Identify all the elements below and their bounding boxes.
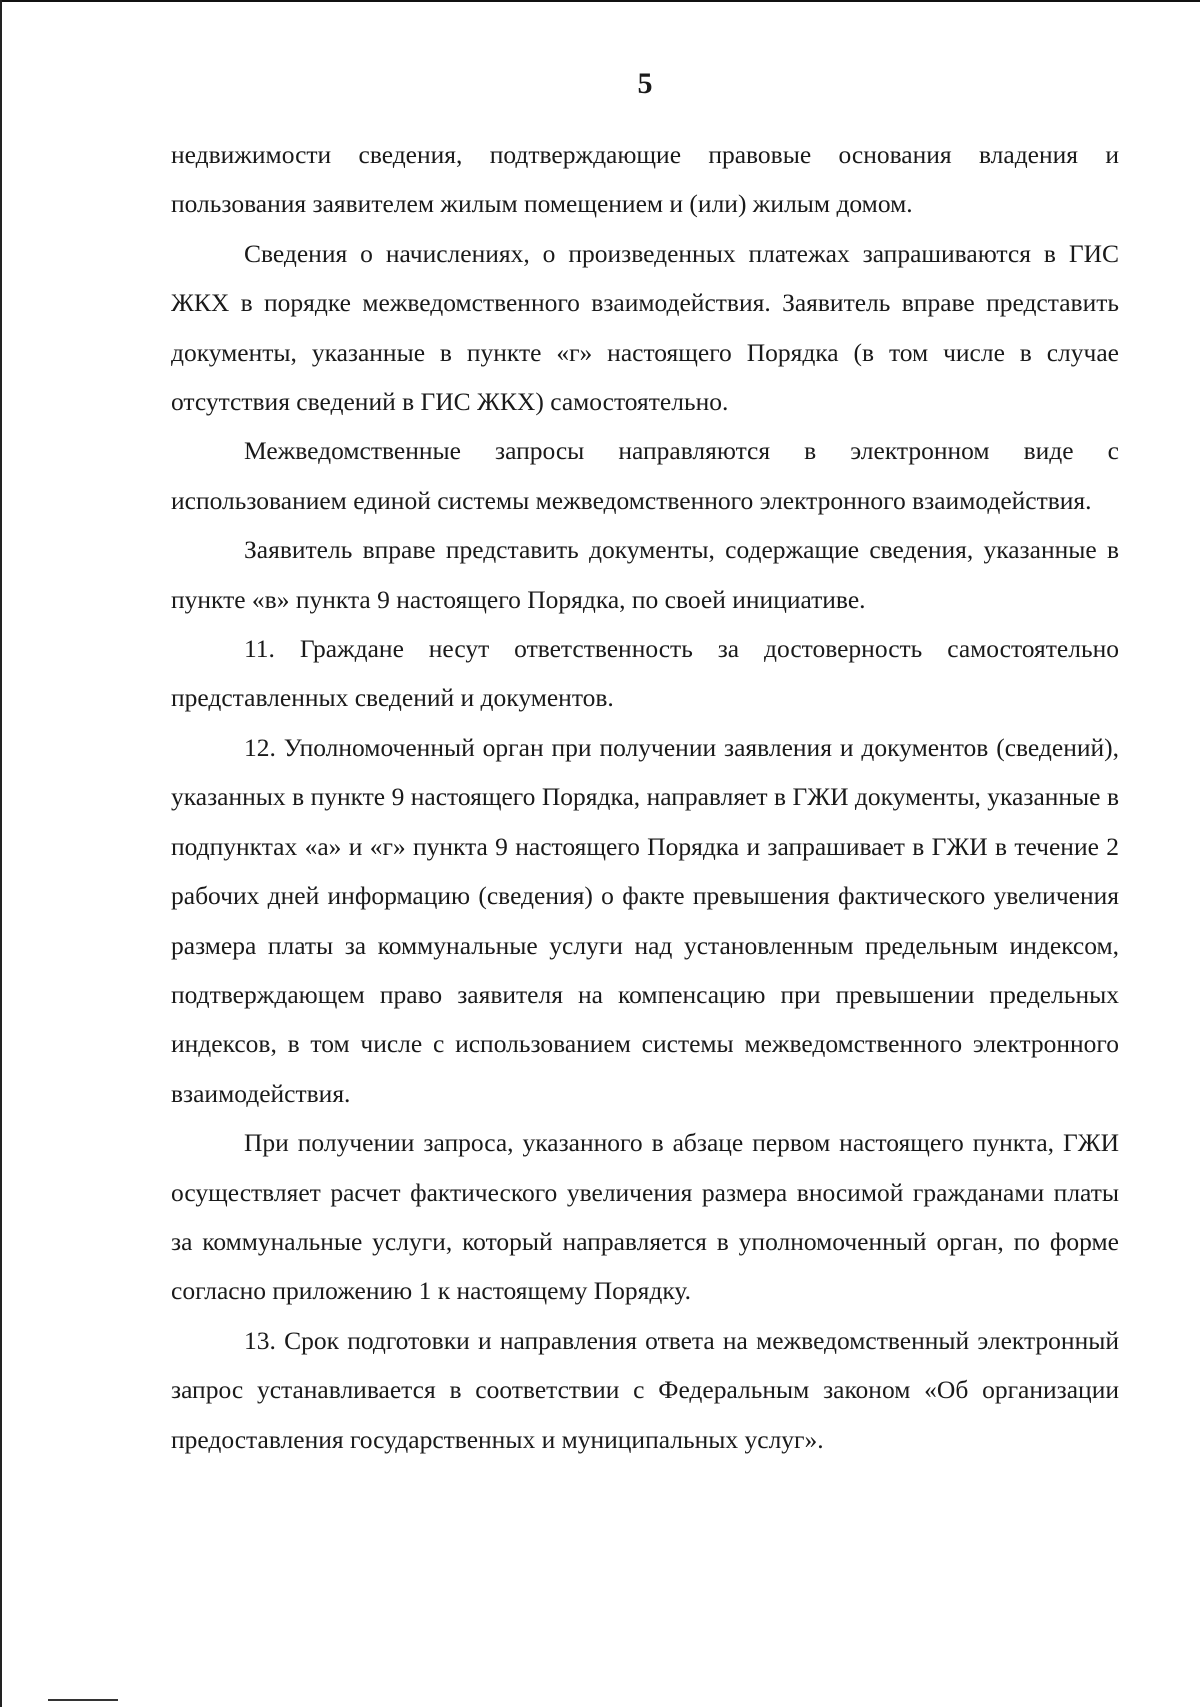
paragraph-interagency-requests: Межведомственные запросы направляются в электронном виде с использованием единой системы межведомственного электронного взаимодействия. <box>171 436 1119 515</box>
paragraph-gis-zhkh: Сведения о начислениях, о произведенных платежах запрашиваются в ГИС ЖКХ в порядке межведомственного взаимодействия. Заявитель вправе представить документы, указанные в пункте «г» настоящего Порядка (в том числе в случае отсутствия сведений в ГИС ЖКХ) самостоятельно. <box>171 238 1119 417</box>
document-body <box>171 130 1119 1464</box>
page-number: 5 <box>637 67 653 100</box>
paragraph-gzhi-calculation: При получении запроса, указанного в абзаце первом настоящего пункта, ГЖИ осуществляет расчет фактического увеличения размера вносимой гражданами платы за коммунальные услуги, который направляется в уполномоченный орган, по форме согласно приложению 1 к настоящему Порядку. <box>171 1128 1119 1306</box>
paragraph-item-11: 11. Граждане несут ответственность за достоверность самостоятельно представленных сведений и документов. <box>171 634 1119 713</box>
paragraph-item-12: 12. Уполномоченный орган при получении заявления и документов (сведений), указанных в пункте 9 настоящего Порядка, направляет в ГЖИ документы, указанные в подпунктах «а» и «г» пункта 9 настоящего Порядка и запрашивает в ГЖИ в течение 2 рабочих дней информацию (сведения) о факте превышения фактического увеличения размера платы за коммунальные услуги над установленным предельным индексом, подтверждающем право заявителя на компенсацию при превышении предельных индексов, в том числе с использованием системы межведомственного электронного взаимодействия. <box>171 732 1119 1108</box>
paragraph-continuation: недвижимости сведения, подтверждающие правовые основания владения и пользования заявителем жилым помещением и (или) жилым домом. <box>171 140 1119 219</box>
paragraph-item-13: 13. Срок подготовки и направления ответа на межведомственный электронный запрос устанавливается в соответствии с Федеральным законом «Об организации предоставления государственных и муниципальных услуг». <box>171 1325 1119 1454</box>
scan-border-top <box>0 0 1200 2</box>
scan-border-left <box>0 0 2 1707</box>
scan-mark-bottom <box>48 1699 118 1701</box>
paragraph-applicant-right: Заявитель вправе представить документы, содержащие сведения, указанные в пункте «в» пункта 9 настоящего Порядка, по своей инициативе. <box>171 535 1119 614</box>
